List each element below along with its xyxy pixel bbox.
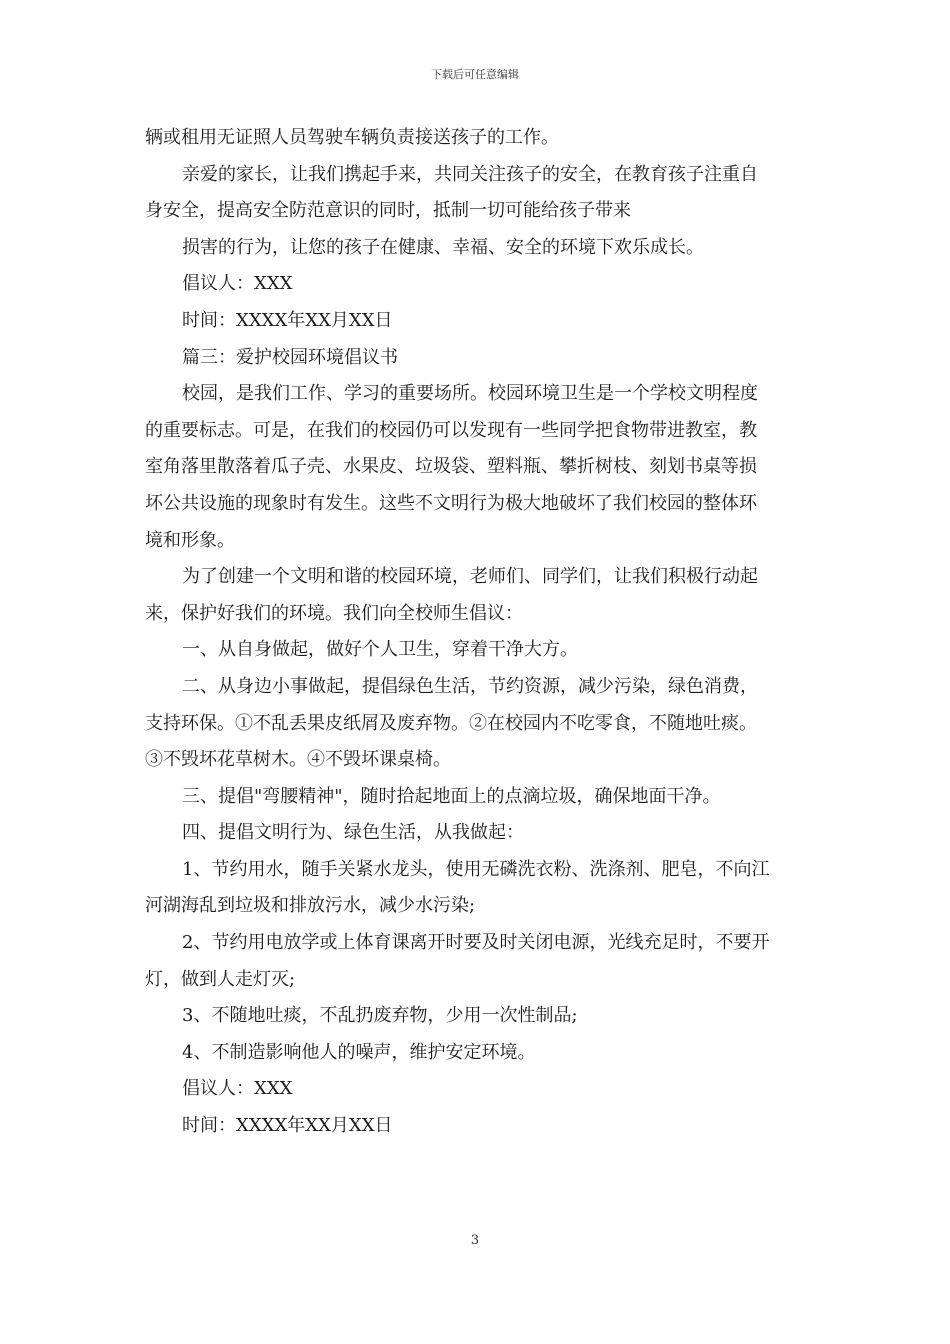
page-header: 下载后可任意编辑	[431, 68, 519, 81]
paragraph-line: 的重要标志。可是，在我们的校园仍可以发现有一些同学把食物带进教室，教	[145, 419, 757, 441]
paragraph-line: 3、不随地吐痰，不乱扔废弃物，少用一次性制品;	[182, 1005, 578, 1027]
paragraph-line: 时间：XXXX年XX月XX日	[182, 309, 393, 331]
paragraph-line: ③不毁坏花草树木。④不毁坏课桌椅。	[145, 749, 451, 771]
paragraph-line: 4、不制造影响他人的噪声，维护安定环境。	[182, 1041, 536, 1063]
paragraph-line: 二、从身边小事做起，提倡绿色生活，节约资源，减少污染，绿色消费，	[182, 675, 758, 697]
paragraph-line: 一、从自身做起，做好个人卫生，穿着干净大方。	[182, 639, 578, 661]
paragraph-line: 校园，是我们工作、学习的重要场所。校园环境卫生是一个学校文明程度	[182, 383, 758, 405]
paragraph-line: 室角落里散落着瓜子壳、水果皮、垃圾袋、塑料瓶、攀折树枝、刻划书桌等损	[145, 456, 757, 478]
paragraph-line: 四、提倡文明行为、绿色生活，从我做起：	[182, 822, 524, 844]
paragraph-line: 支持环保。①不乱丢果皮纸屑及废弃物。②在校园内不吃零食，不随地吐痰。	[145, 712, 757, 734]
paragraph-line: 河湖海乱到垃圾和排放污水，减少水污染;	[145, 895, 476, 917]
paragraph-line: 倡议人：XXX	[182, 273, 293, 295]
paragraph-line: 2、节约用电放学或上体育课离开时要及时关闭电源，光线充足时，不要开	[182, 932, 770, 954]
paragraph-line: 身安全，提高安全防范意识的同时，抵制一切可能给孩子带来	[145, 200, 631, 222]
paragraph-line: 时间：XXXX年XX月XX日	[182, 1115, 393, 1137]
document-body	[145, 120, 810, 1145]
paragraph-line: 损害的行为，让您的孩子在健康、幸福、安全的环境下欢乐成长。	[182, 236, 704, 258]
paragraph-line: 篇三：爱护校园环境倡议书	[182, 346, 398, 368]
paragraph-line: 1、节约用水，随手关紧水龙头，使用无磷洗衣粉、洗涤剂、肥皂，不向江	[182, 858, 770, 880]
paragraph-line: 倡议人：XXX	[182, 1078, 293, 1100]
paragraph-line: 辆或租用无证照人员驾驶车辆负责接送孩子的工作。	[145, 127, 559, 148]
paragraph-line: 来，保护好我们的环境。我们向全校师生倡议：	[145, 602, 523, 624]
paragraph-line: 亲爱的家长，让我们携起手来，共同关注孩子的安全，在教育孩子注重自	[182, 163, 758, 185]
page-number: 3	[470, 1233, 480, 1248]
paragraph-line: 坏公共设施的现象时有发生。这些不文明行为极大地破坏了我们校园的整体环	[145, 492, 757, 514]
paragraph-line: 为了创建一个文明和谐的校园环境，老师们、同学们，让我们积极行动起	[182, 566, 758, 588]
paragraph-line: 境和形象。	[145, 529, 235, 551]
paragraph-line: 三、提倡"弯腰精神"，随时拾起地面上的点滴垃圾，确保地面干净。	[182, 785, 721, 807]
paragraph-line: 灯，做到人走灯灭;	[145, 968, 296, 990]
